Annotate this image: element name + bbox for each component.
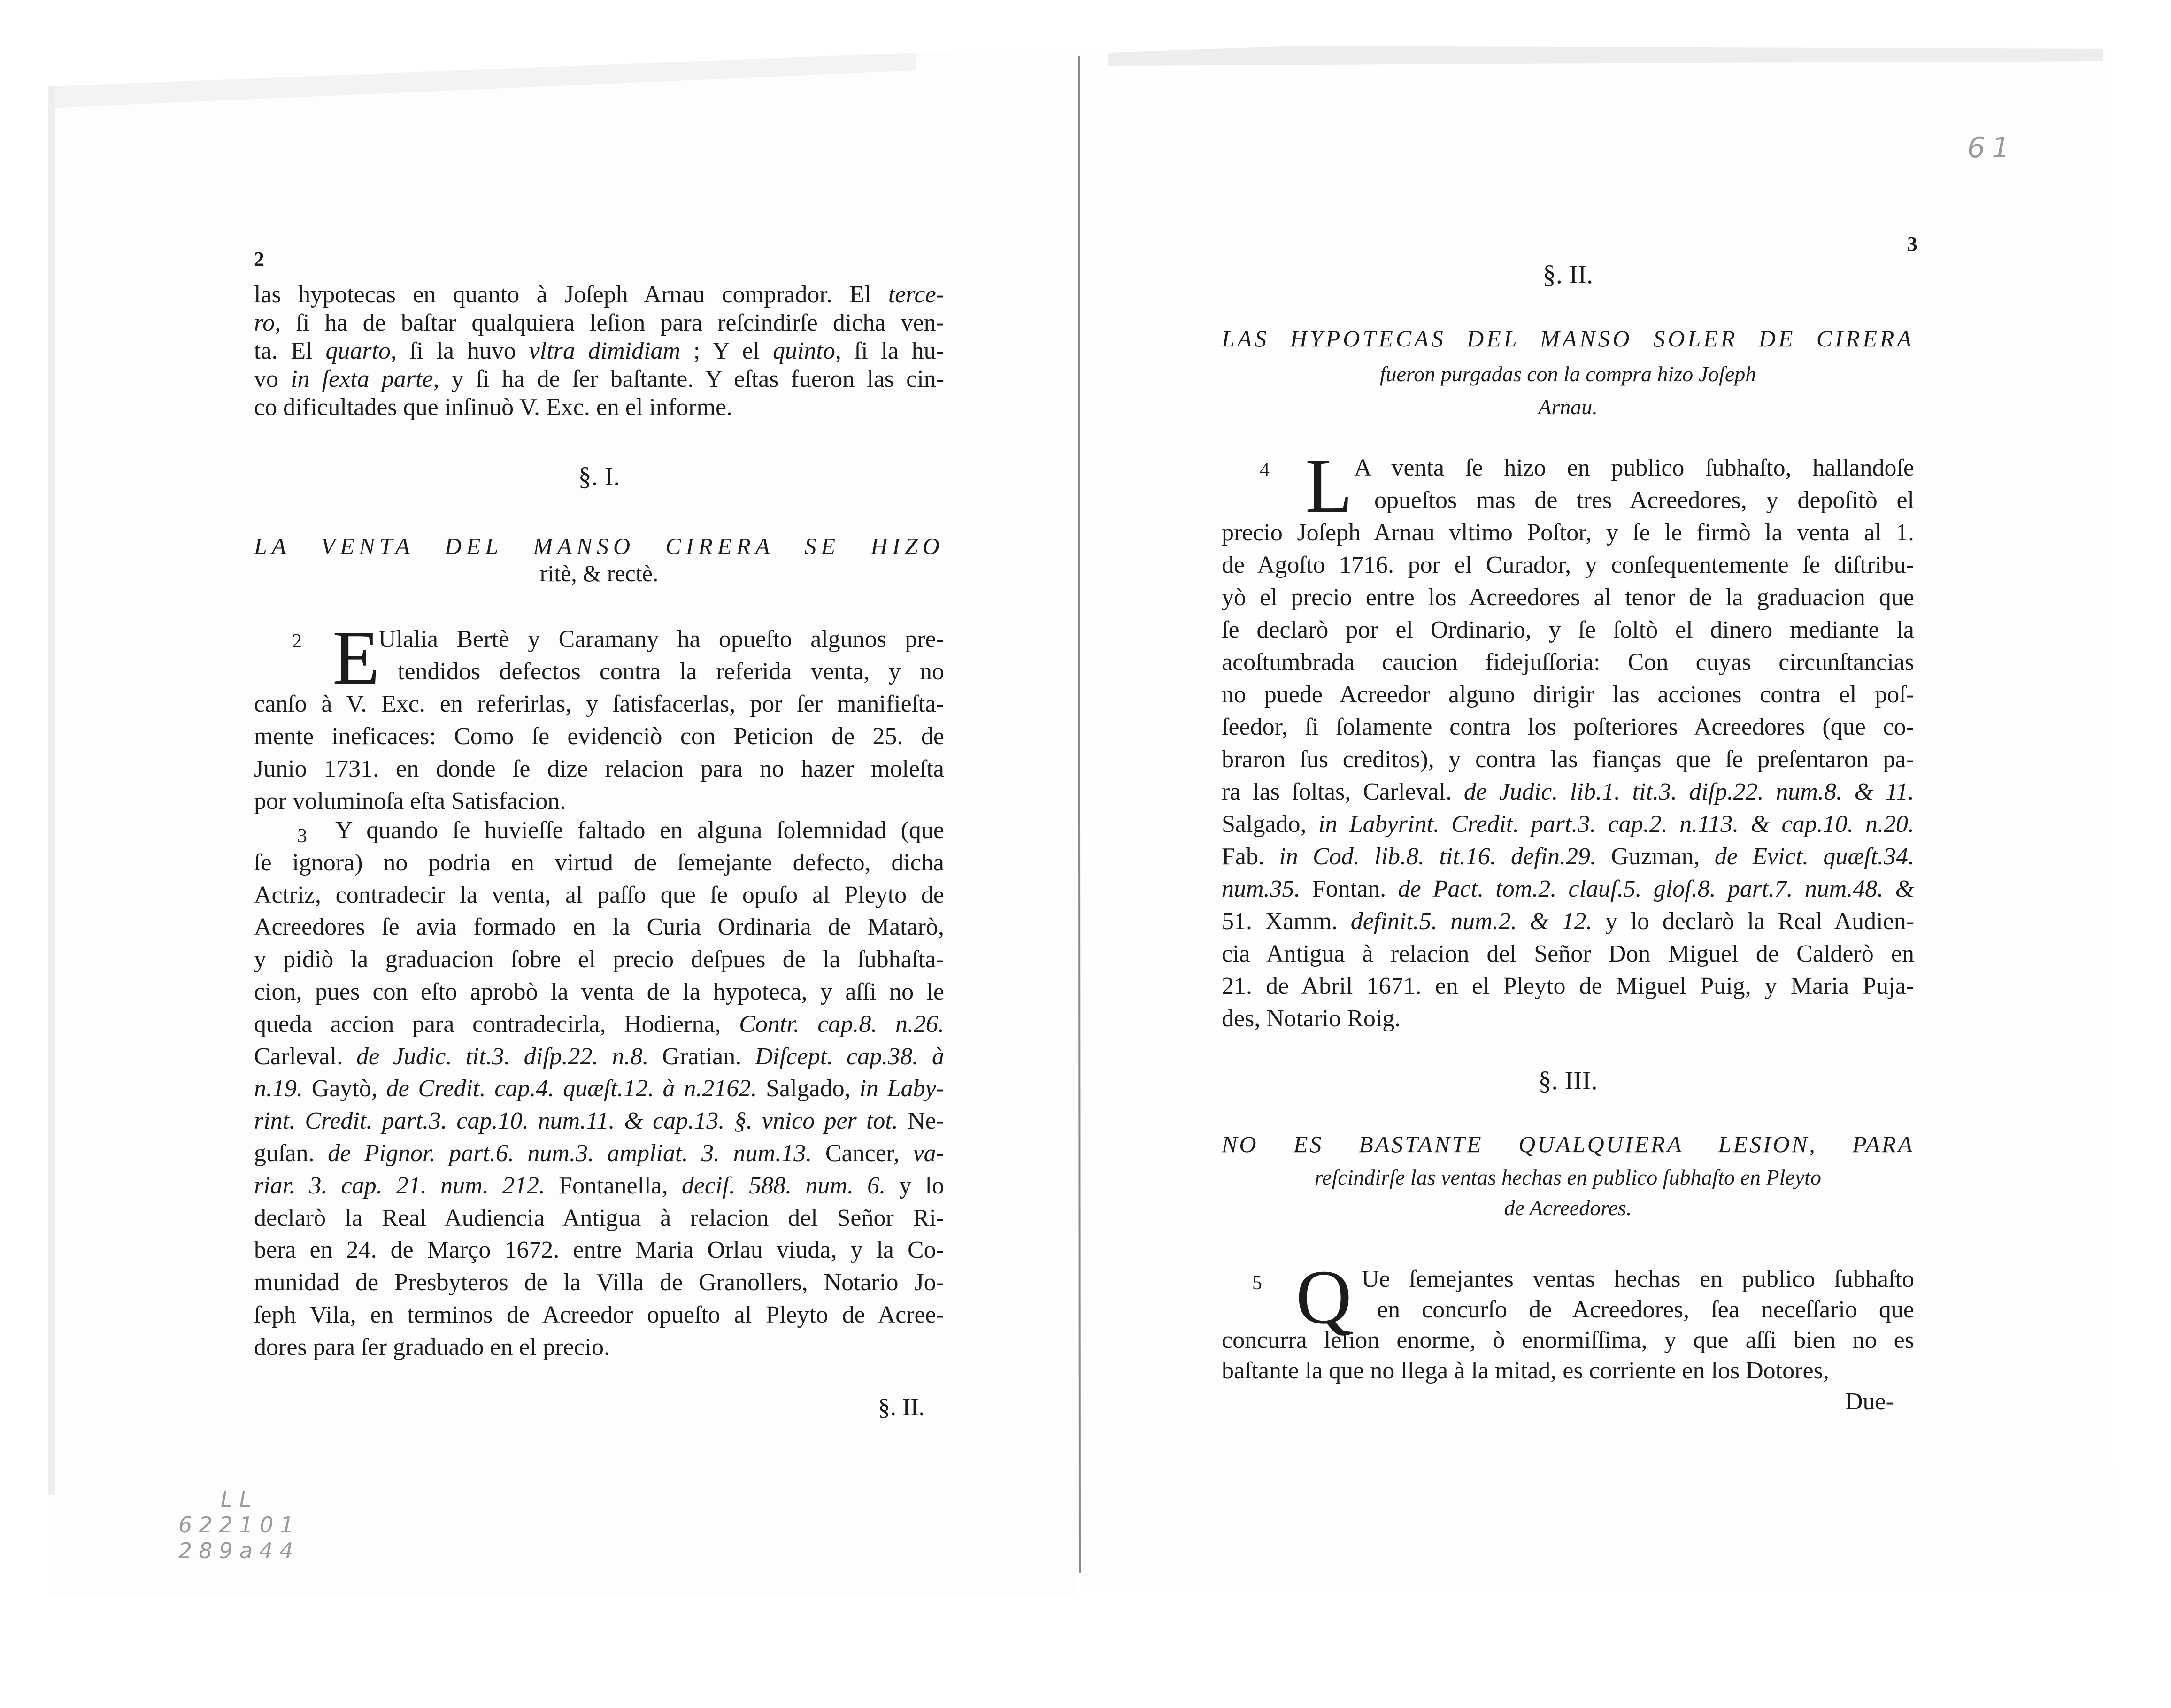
italic-citation: in Cod. lib.8. tit.16. defin.29. — [1279, 843, 1597, 870]
text-line — [254, 1234, 944, 1267]
text-run: Salgado, — [757, 1075, 860, 1102]
page-number-left: 2 — [254, 247, 264, 270]
italic-citation: definit.5. num.2. & 12. — [1350, 908, 1593, 935]
text-line — [1222, 1264, 1914, 1294]
section-subtitle-3b: de Acreedores. — [1504, 1196, 1632, 1220]
italic-citation: riar. 3. cap. 21. num. 212. — [254, 1172, 545, 1199]
text-line — [1222, 905, 1914, 938]
text-line — [1222, 614, 1914, 646]
text-run: en concurſo de Acreedores, ſea neceſſario que — [1377, 1296, 1914, 1323]
text-line — [254, 976, 944, 1008]
text-run: co dificultades que inſinuò V. Exc. en el informe. — [254, 394, 733, 421]
text-line — [254, 281, 944, 309]
paragraph-number: 3 — [297, 825, 307, 847]
text-run: Fab. — [1222, 843, 1279, 870]
text-line — [1222, 516, 1914, 549]
text-run: no puede Acreedor alguno dirigir las acciones contra el poſ- — [1222, 681, 1914, 708]
page-number-right: 3 — [1907, 232, 1917, 255]
italic-citation: in Labyrint. Credit. part.3. cap.2. n.113. & cap.10. n.20. — [1318, 811, 1914, 838]
italic-citation: ro, — [254, 309, 281, 336]
paragraph-3 — [254, 815, 944, 1364]
italic-citation: de Credit. cap.4. quæſt.12. à n.2162. — [386, 1075, 757, 1102]
drop-cap: E — [332, 615, 380, 700]
section-subtitle-3: reſcindirſe las ventas hechas en publico ſubhaſto en Pleyto — [1314, 1165, 1822, 1189]
text-run: Ulalia Bertè y Caramany ha opueſto algunos pre- — [378, 626, 944, 653]
text-run: declarò la Real Audiencia Antigua à relacion del Señor Ri- — [254, 1204, 944, 1231]
left-page-edge-shade — [48, 86, 55, 1495]
handwritten-shelfmark — [178, 1540, 300, 1562]
text-run: y lo declarò la Real Audien- — [1592, 908, 1915, 935]
text-line — [1222, 776, 1914, 808]
italic-citation: in ſexta parte — [291, 366, 433, 392]
text-run: y lo — [885, 1172, 944, 1199]
text-line — [254, 1138, 944, 1170]
text-line — [254, 393, 944, 422]
text-run: Gaytò, — [303, 1075, 386, 1102]
italic-citation: vltra dimidiam — [529, 338, 681, 364]
text-run: yò el precio entre los Acreedores al tenor de la graduacion que — [1222, 584, 1914, 611]
text-run: Carleval. — [254, 1043, 357, 1070]
paragraph-2 — [254, 623, 944, 817]
text-line — [254, 309, 944, 337]
text-run: ſe declarò por el Ordinario, y ſe ſoltò el dinero mediante la — [1222, 616, 1914, 643]
handwritten-shelfmark — [178, 1514, 300, 1536]
text-run: queda accion para contradecirla, Hodierna, — [254, 1010, 739, 1038]
text-run: , y ſi ha de ſer baſtante. Y eſtas fueron las cin- — [433, 366, 945, 392]
text-run: cion, pues con eſto aprobò la venta de la hypoteca, y aſſi no le — [254, 978, 944, 1005]
italic-citation: terce- — [888, 281, 944, 308]
text-run: , ſi la hu- — [835, 338, 945, 364]
text-line — [1222, 1002, 1914, 1035]
text-run: guſan. — [254, 1139, 328, 1167]
text-line — [254, 1105, 944, 1138]
text-line — [1222, 646, 1914, 678]
text-line — [1222, 1325, 1914, 1355]
text-run: Ue ſemejantes ventas hechas en publico ſubhaſto — [1362, 1266, 1914, 1293]
handwritten-line: 622101 — [178, 1512, 300, 1538]
section-heading-1: §. I. — [578, 462, 620, 491]
text-line — [254, 911, 944, 944]
text-run: canſo à V. Exc. en referirlas, y ſatisfacerlas, por ſer manifieſta- — [254, 691, 944, 717]
drop-cap: L — [1305, 443, 1353, 529]
text-line — [1222, 484, 1914, 516]
text-line — [1222, 840, 1914, 873]
text-line — [254, 1041, 944, 1073]
text-line — [254, 847, 944, 879]
text-line — [254, 815, 944, 847]
text-line — [254, 879, 944, 912]
text-line — [254, 753, 944, 785]
text-line — [254, 720, 944, 753]
italic-citation: num.35. — [1222, 876, 1301, 902]
text-line — [1222, 873, 1914, 905]
text-line — [1222, 938, 1914, 970]
italic-citation: n.19. — [254, 1075, 303, 1102]
text-run: dores para ſer graduado en el precio. — [254, 1333, 610, 1361]
text-run: mente ineficaces: Como ſe evidenciò con Peticion de 25. de — [254, 723, 944, 750]
text-line — [254, 1008, 944, 1041]
text-line — [1222, 743, 1914, 776]
text-run: por voluminoſa eſta Satisfacion. — [254, 788, 566, 815]
italic-citation: quarto — [325, 338, 391, 364]
section-title-2: LAS HYPOTECAS DEL MANSO SOLER DE CIRERA — [1222, 325, 1914, 352]
italic-citation: rint. Credit. part.3. cap.10. num.11. & cap.13. §. vnico per tot. — [254, 1108, 898, 1135]
text-run: braron ſus creditos), y contra las fianças que ſe preſentaron pa- — [1222, 746, 1914, 773]
section-subtitle-2: fueron purgadas con la compra hizo Joſeph — [1379, 362, 1756, 386]
drop-cap: Q — [1296, 1254, 1352, 1340]
text-run: Cancer, — [812, 1139, 913, 1167]
text-line — [1222, 970, 1914, 1002]
italic-citation: de Judic. lib.1. tit.3. diſp.22. num.8. & 11. — [1463, 778, 1914, 805]
text-line — [1222, 581, 1914, 614]
text-run: munidad de Presbyteros de la Villa de Granollers, Notario Jo- — [254, 1269, 944, 1296]
section-heading-2: §. II. — [1542, 260, 1594, 289]
text-run: Guzman, — [1596, 843, 1715, 870]
text-run: acoſtumbrada caucion fidejuſſoria: Con cuyas circunſtancias — [1222, 649, 1914, 676]
text-run: ſi ha de baſtar qualquiera leſion para reſcindirſe dicha ven- — [281, 309, 944, 336]
text-run: Y quando ſe huvieſſe faltado en alguna ſolemnidad (que — [335, 817, 944, 844]
text-run: precio Joſeph Arnau vltimo Poſtor, y ſe le firmò la venta al 1. — [1222, 519, 1914, 546]
text-run: ; Y el — [680, 338, 773, 364]
paragraph-4 — [1222, 452, 1914, 1035]
handwritten-line: 289a44 — [178, 1538, 300, 1563]
italic-citation: Diſcept. cap.38. à — [755, 1043, 944, 1070]
text-run: Actriz, contradecir la venta, al paſſo que ſe opuſo al Pleyto de — [254, 881, 944, 908]
text-run: tendidos defectos contra la referida venta, y no — [398, 658, 944, 685]
gutter-line — [1079, 56, 1080, 1573]
text-run: , ſi la huvo — [391, 338, 529, 364]
italic-citation: de Evict. quæſt.34. — [1714, 843, 1915, 870]
italic-citation: Contr. cap.8. n.26. — [739, 1010, 944, 1038]
text-line — [1222, 711, 1914, 743]
text-run: ſeph Vila, en terminos de Acreedor opueſto al Pleyto de Acree- — [254, 1301, 944, 1328]
text-line — [254, 1299, 944, 1331]
paragraph-1 — [254, 281, 944, 422]
italic-citation: de Pignor. part.6. num.3. ampliat. 3. num.13. — [328, 1139, 812, 1167]
text-run: ta. El — [254, 338, 326, 364]
section-title-1: LA VENTA DEL MANSO CIRERA SE HIZO — [254, 533, 944, 559]
text-run: bera en 24. de Março 1672. entre Maria Orlau viuda, y la Co- — [254, 1237, 944, 1264]
text-line — [1222, 549, 1914, 581]
text-run: 51. Xamm. — [1222, 908, 1351, 935]
text-line — [254, 655, 944, 688]
text-line — [254, 623, 944, 655]
text-line — [254, 1331, 944, 1364]
text-line — [1222, 678, 1914, 711]
paragraph-number: 2 — [292, 631, 302, 652]
text-line — [1222, 808, 1914, 840]
section-subtitle-1: ritè, & rectè. — [539, 560, 659, 586]
text-run: baſtante la que no llega à la mitad, es corriente en los Dotores, — [1222, 1357, 1829, 1384]
text-line — [1222, 1294, 1914, 1325]
italic-citation: de Pact. tom.2. clauſ.5. gloſ.8. part.7. num.48. & — [1398, 876, 1914, 902]
text-run: las hypotecas en quanto à Joſeph Arnau comprador. El — [254, 281, 888, 308]
paragraph-number: 5 — [1252, 1272, 1262, 1294]
text-run: 21. de Abril 1671. en el Pleyto de Miguel Puig, y Maria Puja- — [1222, 973, 1914, 1000]
text-run: vo — [254, 366, 291, 392]
text-run: Junio 1731. en donde ſe dize relacion para no hazer moleſta — [254, 755, 944, 782]
italic-citation: de Judic. tit.3. diſp.22. n.8. — [356, 1043, 649, 1070]
text-run: ſeedor, ſi ſolamente contra los poſteriores Acreedores (que co- — [1222, 714, 1914, 740]
text-line — [254, 1267, 944, 1299]
text-run: A venta ſe hizo en publico ſubhaſto, hallandoſe — [1354, 454, 1914, 481]
text-line — [254, 944, 944, 976]
text-run: Salgado, — [1222, 811, 1318, 838]
text-run: Gratian. — [648, 1043, 755, 1070]
text-run: concurra leſion enorme, ò enormiſſima, y que aſſi bien no es — [1222, 1327, 1914, 1354]
catchword: §. II. — [878, 1394, 925, 1421]
handwritten-line: LL — [221, 1486, 258, 1512]
text-line — [1222, 452, 1914, 484]
paragraph-number: 4 — [1260, 459, 1270, 481]
italic-citation: va- — [913, 1139, 944, 1167]
text-line — [254, 1202, 944, 1235]
italic-citation: in Laby- — [859, 1075, 944, 1102]
section-subtitle-2b: Arnau. — [1538, 395, 1598, 419]
section-title-3: NO ES BASTANTE QUALQUIERA LESION, PARA — [1222, 1131, 1914, 1157]
text-run: Fontan. — [1300, 876, 1398, 902]
text-run: cia Antigua à relacion del Señor Don Miguel de Calderò en — [1222, 940, 1914, 967]
text-line — [254, 785, 944, 817]
text-line — [254, 1073, 944, 1105]
text-line — [254, 1170, 944, 1202]
paragraph-5 — [1222, 1264, 1914, 1386]
text-line — [254, 365, 944, 393]
text-line — [254, 688, 944, 720]
handwritten-folio-number: 61 — [1967, 131, 2017, 164]
text-line — [1222, 1355, 1914, 1386]
italic-citation: quinto — [772, 338, 835, 364]
handwritten-shelfmark — [221, 1488, 258, 1510]
text-run: Acreedores ſe avia formado en la Curia Ordinaria de Matarò, — [254, 914, 944, 941]
section-heading-3: §. III. — [1538, 1066, 1598, 1095]
italic-citation: deciſ. 588. num. 6. — [681, 1172, 886, 1199]
text-run: de Agoſto 1716. por el Curador, y conſequentemente ſe diſtribu- — [1222, 552, 1914, 578]
text-run: ra las ſoltas, Carleval. — [1222, 778, 1464, 805]
text-run: ſe ignora) no podria en virtud de ſemejante defecto, dicha — [254, 849, 944, 876]
text-line — [254, 337, 944, 365]
text-run: opueſtos mas de tres Acreedores, y depoſitò el — [1374, 487, 1914, 514]
text-run: Fontanella, — [545, 1172, 682, 1199]
catchword: Due- — [1845, 1388, 1894, 1415]
text-run: Ne- — [898, 1108, 945, 1135]
text-run: des, Notario Roig. — [1222, 1005, 1401, 1032]
text-run: y pidiò la graduacion ſobre el precio deſpues de la ſubhaſta- — [254, 946, 944, 973]
